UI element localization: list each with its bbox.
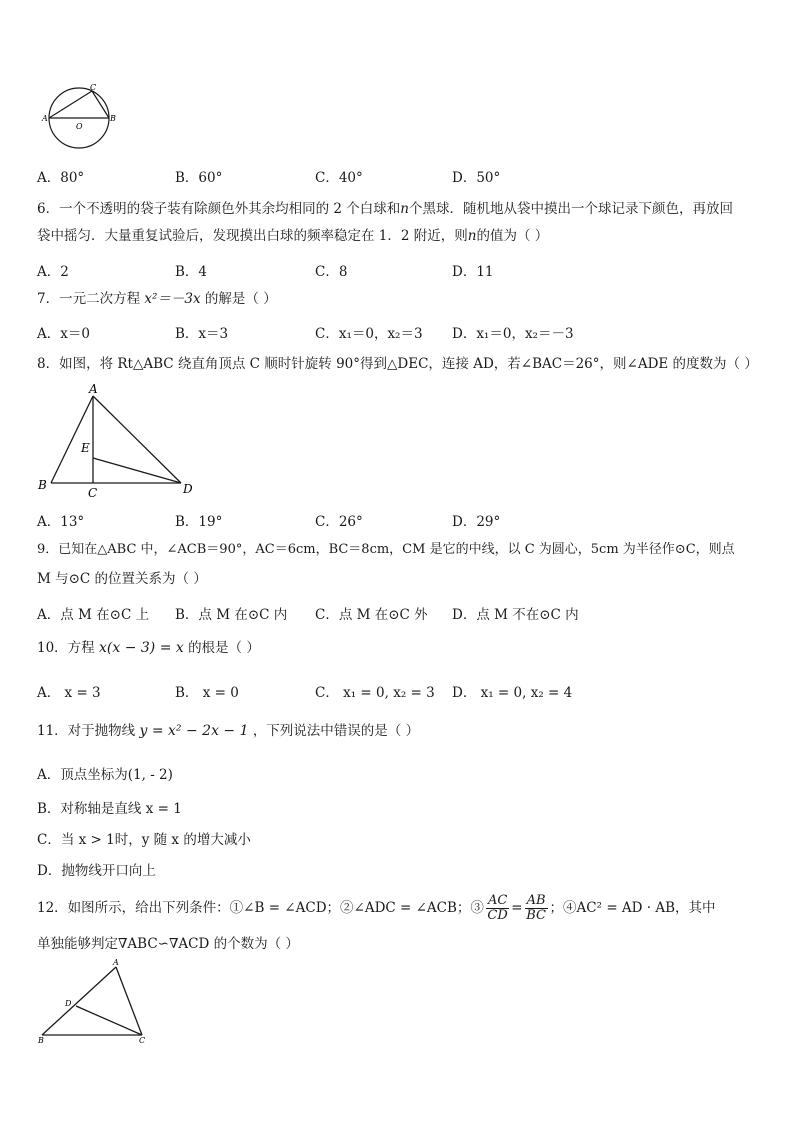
q6-option-a: A．2 [37, 264, 69, 280]
fig5-label-b: B [110, 114, 116, 123]
q10-option-b: B． x = 0 [175, 685, 239, 701]
q12-frac2-den: BC [526, 908, 546, 923]
q12-label-d: D [65, 999, 72, 1008]
q6-text-2b: 的值为（ ） [476, 228, 549, 244]
fig5-label-o: O [76, 122, 83, 131]
q7-option-d: D．x₁＝0，x₂＝－3 [452, 326, 574, 342]
q11-option-d: D．抛物线开口向上 [37, 863, 156, 879]
q11-text-a: 11．对于抛物线 [37, 723, 136, 739]
q9-option-d: D．点 M 不在⊙C 内 [452, 607, 579, 623]
q10-option-d: D． x₁ = 0, x₂ = 4 [452, 685, 573, 701]
q7-option-b: B．x＝3 [175, 326, 229, 342]
q6-option-b: B．4 [175, 264, 208, 280]
q10-text-a: 10．方程 [37, 640, 95, 656]
q5-option-d: D．50° [452, 170, 501, 186]
q11-option-b: B．对称轴是直线 x = 1 [37, 801, 182, 817]
q10-equation: x(x − 3) = x [98, 640, 184, 656]
q8-option-a: A．13° [37, 514, 85, 530]
q8-option-b: B．19° [175, 514, 223, 530]
q9-option-a: A．点 M 在⊙C 上 [37, 607, 150, 623]
q6-line-2 [37, 223, 548, 249]
q7-option-c: C．x₁＝0，x₂＝3 [315, 326, 423, 342]
q6-option-c: C．8 [315, 264, 348, 280]
q6-text-1b: 个黑球．随机地从袋中摸出一个球记录下颜色，再放回 [408, 201, 733, 217]
q5-option-c: C．40° [315, 170, 363, 186]
q5-option-b: B．60° [175, 170, 223, 186]
q11-option-c: C．当 x > 1时，y 随 x 的增大减小 [37, 832, 251, 848]
q9-option-c: C．点 M 在⊙C 外 [315, 607, 428, 623]
q8-label-e: E [81, 441, 90, 455]
fig5-label-c: C [90, 83, 97, 92]
q6-line-1 [37, 196, 733, 222]
q12-fraction-1 [486, 894, 509, 923]
q7-text-a: 7．一元二次方程 [37, 291, 141, 307]
q6-text-2a: 袋中摇匀．大量重复试验后，发现摸出白球的频率稳定在 1．2 附近，则 [37, 228, 468, 244]
q5-option-a: A．80° [37, 170, 85, 186]
q6-option-d: D．11 [452, 264, 494, 280]
q8-option-d: D．29° [452, 514, 501, 530]
q9-line-2: M 与⊙C 的位置关系为（ ） [37, 571, 207, 587]
q11-equation: y = x² − 2x − 1 [139, 723, 249, 739]
q10-option-a: A． x = 3 [37, 685, 101, 701]
circle-figure [40, 82, 130, 154]
q12-fraction-2 [525, 894, 548, 923]
q10-text-b: 的根是（ ） [188, 640, 260, 656]
q12-text-b: ；④AC² = AD · AB，其中 [549, 900, 716, 916]
q12-triangle-figure [35, 955, 160, 1045]
q11-stem [37, 718, 419, 744]
q7-text-b: 的解是（ ） [204, 291, 277, 307]
q8-label-d: D [183, 482, 193, 496]
q12-label-c: C [139, 1036, 146, 1045]
q8-triangle-figure [35, 380, 205, 502]
q7-option-a: A．x＝0 [37, 326, 90, 342]
q8-label-b: B [38, 478, 47, 492]
q12-frac1-num: AC [487, 893, 508, 908]
q12-label-b: B [38, 1036, 44, 1045]
q8-label-c: C [88, 486, 98, 500]
q8-stem: 8．如图，将 Rt△ABC 绕直角顶点 C 顺时针旋转 90°得到△DEC，连接 AD，若∠BAC＝26°，则∠ADE 的度数为（ ） [37, 356, 758, 372]
q7-equation: x²＝－3x [144, 291, 201, 307]
q10-stem [37, 635, 260, 661]
q8-label-a: A [89, 382, 98, 396]
q12-line-2: 单独能够判定∇ABC∽∇ACD 的个数为（ ） [37, 936, 299, 952]
q6-var-n: n [400, 201, 409, 217]
q6-var-n-2: n [467, 228, 477, 244]
q11-text-b: ，下列说法中错误的是（ ） [252, 723, 420, 739]
q10-option-c: C． x₁ = 0, x₂ = 3 [315, 685, 435, 701]
q6-text-1: 6．一个不透明的袋子装有除颜色外其余均相同的 2 个白球和 [37, 201, 401, 217]
q12-frac2-num: AB [526, 893, 546, 908]
q7-stem [37, 286, 277, 312]
q12-text-a: 12．如图所示，给出下列条件：①∠B = ∠ACD；②∠ADC = ∠ACB；③ [37, 900, 484, 916]
q12-frac1-den: CD [487, 908, 508, 923]
q8-option-c: C．26° [315, 514, 363, 530]
fig5-label-a: A [42, 114, 48, 123]
q12-label-a: A [113, 958, 119, 967]
q12-stem [37, 890, 716, 926]
q11-option-a: A．顶点坐标为(1, - 2) [37, 767, 173, 783]
q9-option-b: B．点 M 在⊙C 内 [175, 607, 288, 623]
q9-line-1: 9．已知在△ABC 中，∠ACB＝90°，AC＝6cm，BC＝8cm，CM 是它的中线，以 C 为圆心，5cm 为半径作⊙C，则点 [37, 542, 735, 557]
q12-equals: = [511, 900, 523, 916]
